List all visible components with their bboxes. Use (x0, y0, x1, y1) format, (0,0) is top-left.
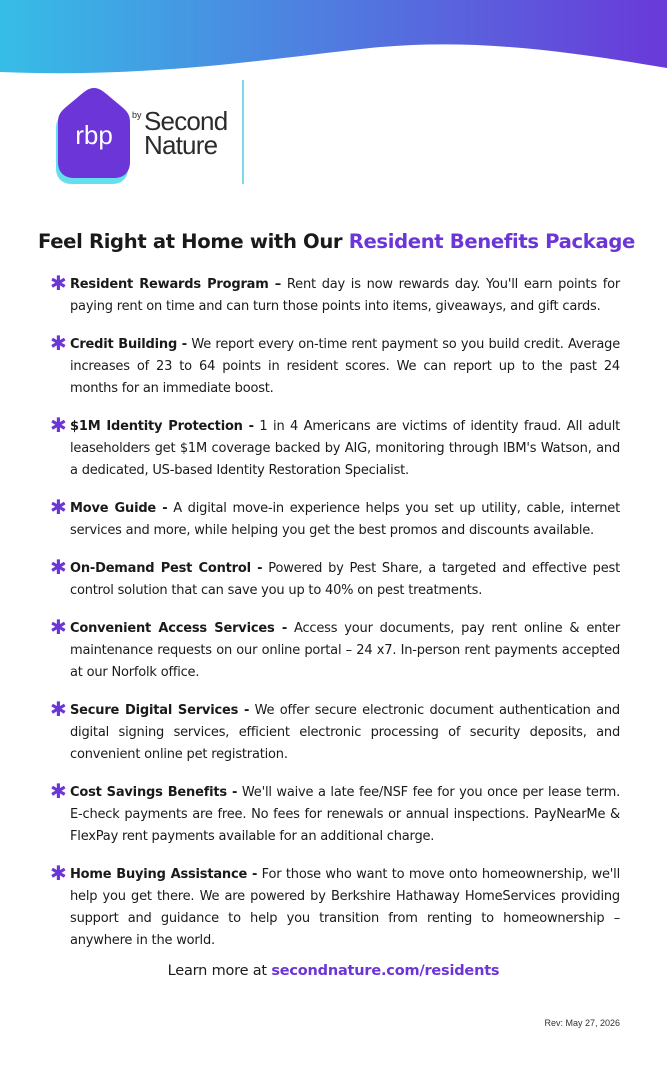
benefit-item-home-buying (50, 861, 621, 952)
benefit-item-move-guide (50, 495, 620, 542)
asterisk-bullet-icon: ✱ (50, 779, 67, 803)
benefit-item-access-services (50, 615, 620, 684)
logo-brand-line1: Second (144, 106, 228, 136)
learn-more-link[interactable]: secondnature.com/residents (271, 963, 500, 979)
asterisk-bullet-icon: ✱ (50, 331, 67, 355)
logo-mark-text: rbp (75, 120, 113, 150)
asterisk-bullet-icon: ✱ (50, 495, 67, 519)
benefit-title: Home Buying Assistance - (70, 867, 258, 882)
asterisk-bullet-icon: ✱ (50, 861, 67, 885)
benefit-item-credit-building (50, 331, 620, 400)
benefit-text: Rent day is now rewards day. You'll earn points for paying rent on time and can turn those points into items, giveaways, and gift cards. (70, 277, 620, 314)
asterisk-bullet-icon: ✱ (50, 271, 67, 295)
benefit-text: Powered by Pest Share, a targeted and effective pest control solution that can save you up to 40% on pest treatments. (70, 561, 620, 598)
benefit-title: Move Guide - (70, 501, 168, 516)
benefit-title: Secure Digital Services - (70, 703, 250, 718)
benefit-title: Convenient Access Services - (70, 621, 288, 636)
benefits-list (50, 271, 621, 968)
asterisk-bullet-icon: ✱ (50, 413, 67, 437)
learn-more-prefix: Learn more at (167, 963, 272, 979)
header-wave-banner (0, 0, 667, 80)
benefit-item-identity-protection (50, 413, 620, 482)
benefit-title: Resident Rewards Program – (70, 277, 282, 292)
benefit-title: Credit Building - (70, 337, 187, 352)
benefit-title: Cost Savings Benefits - (70, 785, 238, 800)
logo-divider (242, 80, 244, 184)
rbp-house-icon (54, 86, 134, 186)
learn-more-line (0, 963, 667, 979)
logo-brand-line2: Nature (144, 130, 218, 160)
page-title (38, 230, 638, 253)
benefit-text: 1 in 4 Americans are victims of identity fraud. All adult leaseholders get $1M coverage backed by AIG, monitoring through IBM's Watson, and a dedicated, US-based Identity Restoration Specialist. (70, 419, 620, 478)
benefit-text: Access your documents, pay rent online & enter maintenance requests on our online portal – 24 x7. In-person rent payments accepted at our Norfolk office. (70, 621, 620, 680)
benefit-text: A digital move-in experience helps you set up utility, cable, internet services and more, while helping you get the best promos and discounts available. (70, 501, 620, 538)
benefit-item-resident-rewards (50, 271, 620, 318)
benefit-text: For those who want to move onto homeownership, we'll help you get there. We are powered by Berkshire Hathaway HomeServices providing support and guidance to help you transition from renting to homeownership – anywhere in the world. (70, 867, 621, 948)
benefit-text: We offer secure electronic document authentication and digital signing services, efficient electronic processing of security deposits, and convenient online pet registration. (70, 703, 620, 762)
benefit-item-pest-control (50, 555, 620, 602)
revision-date: Rev: May 27, 2026 (544, 1018, 620, 1028)
logo-by-text: by (132, 110, 142, 120)
page-title-prefix: Feel Right at Home with Our (38, 230, 349, 253)
benefit-item-digital-services (50, 697, 620, 766)
asterisk-bullet-icon: ✱ (50, 555, 67, 579)
benefit-item-cost-savings (50, 779, 621, 848)
benefit-title: On-Demand Pest Control - (70, 561, 263, 576)
benefit-title: $1M Identity Protection - (70, 419, 254, 434)
asterisk-bullet-icon: ✱ (50, 615, 67, 639)
page-title-accent: Resident Benefits Package (348, 230, 635, 253)
benefit-text: We'll waive a late fee/NSF fee for you once per lease term. E-check payments are free. No fees for renewals or annual inspections. PayNearMe & FlexPay rent payments available for an additional charge. (70, 785, 621, 844)
rbp-second-nature-logo (52, 82, 232, 186)
benefit-text: We report every on-time rent payment so you build credit. Average increases of 23 to 64 points in resident scores. We can report up to the past 24 months for an immediate boost. (70, 337, 620, 396)
asterisk-bullet-icon: ✱ (50, 697, 67, 721)
